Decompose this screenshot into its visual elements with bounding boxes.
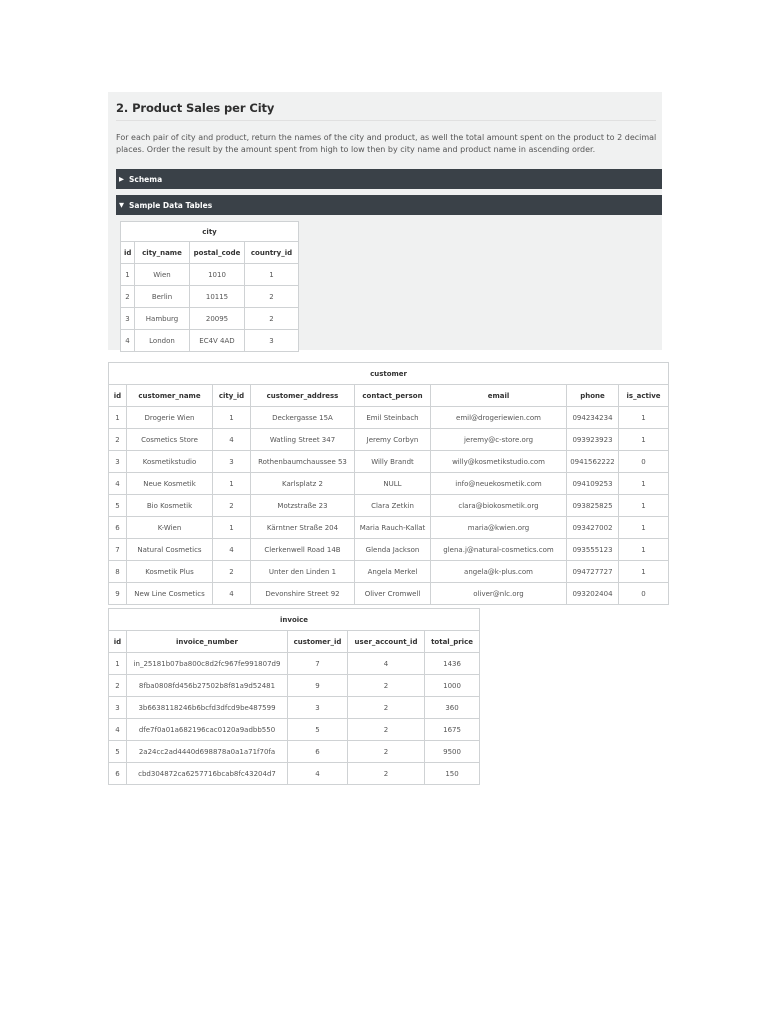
customer-table: [108, 362, 669, 605]
problem-description: For each pair of city and product, return the names of the city and product, as well the total amount spent on the product to 2 decimal places. Order the result by the amount spent from high to low then by city name and product name in ascending order.: [116, 133, 657, 154]
table-cell: 4: [121, 330, 135, 352]
table-cell: 093555123: [567, 539, 619, 561]
column-header: total_price: [425, 631, 480, 653]
table-cell: 093825825: [567, 495, 619, 517]
table-cell: 2: [348, 763, 425, 785]
table-cell: 1000: [425, 675, 480, 697]
table-cell: 4: [213, 429, 251, 451]
column-header: contact_person: [355, 385, 431, 407]
table-cell: 2: [109, 429, 127, 451]
table-caption: city: [121, 222, 299, 242]
table-cell: London: [135, 330, 190, 352]
column-header: email: [431, 385, 567, 407]
table-row: [109, 697, 480, 719]
table-row: [109, 583, 669, 605]
table-cell: 5: [109, 495, 127, 517]
table-cell: 6: [109, 763, 127, 785]
column-header: phone: [567, 385, 619, 407]
table-caption: customer: [109, 363, 669, 385]
sample-data-toggle[interactable]: [116, 195, 662, 215]
table-cell: Wien: [135, 264, 190, 286]
table-cell: 093923923: [567, 429, 619, 451]
column-header: city_id: [213, 385, 251, 407]
table-cell: 3: [109, 697, 127, 719]
table-cell: 094727727: [567, 561, 619, 583]
table-cell: 093427002: [567, 517, 619, 539]
triangle-down-icon: ▼: [119, 201, 124, 209]
column-header: city_name: [135, 242, 190, 264]
table-row: [109, 539, 669, 561]
table-cell: willy@kosmetikstudio.com: [431, 451, 567, 473]
table-cell: Motzstraße 23: [251, 495, 355, 517]
table-cell: EC4V 4AD: [190, 330, 245, 352]
table-cell: Deckergasse 15A: [251, 407, 355, 429]
table-cell: emil@drogeriewien.com: [431, 407, 567, 429]
table-cell: 2: [109, 675, 127, 697]
table-cell: 2: [348, 741, 425, 763]
table-cell: Kosmetik Plus: [127, 561, 213, 583]
table-cell: 1675: [425, 719, 480, 741]
table-cell: New Line Cosmetics: [127, 583, 213, 605]
table-cell: 9: [288, 675, 348, 697]
table-cell: Cosmetics Store: [127, 429, 213, 451]
table-row: [109, 653, 480, 675]
table-cell: 2a24cc2ad4440d698878a0a1a71f70fa: [127, 741, 288, 763]
table-cell: Jeremy Corbyn: [355, 429, 431, 451]
table-cell: 8fba0808fd456b27502b8f81a9d52481: [127, 675, 288, 697]
table-cell: 3: [109, 451, 127, 473]
table-cell: Karlsplatz 2: [251, 473, 355, 495]
table-cell: Angela Merkel: [355, 561, 431, 583]
table-row: [121, 308, 299, 330]
table-cell: clara@biokosmetik.org: [431, 495, 567, 517]
table-cell: 1: [213, 517, 251, 539]
sample-data-label: Sample Data Tables: [129, 200, 213, 210]
table-cell: Neue Kosmetik: [127, 473, 213, 495]
table-cell: 1: [213, 407, 251, 429]
table-cell: Natural Cosmetics: [127, 539, 213, 561]
table-cell: 7: [109, 539, 127, 561]
table-cell: glena.j@natural-cosmetics.com: [431, 539, 567, 561]
table-cell: 094234234: [567, 407, 619, 429]
table-row: [121, 330, 299, 352]
table-cell: Unter den Linden 1: [251, 561, 355, 583]
table-cell: 9: [109, 583, 127, 605]
invoice-table-container: [108, 608, 479, 783]
table-cell: 3: [121, 308, 135, 330]
table-cell: 150: [425, 763, 480, 785]
table-cell: Clerkenwell Road 14B: [251, 539, 355, 561]
table-row: [109, 473, 669, 495]
table-cell: 6: [109, 517, 127, 539]
city-table-container: [120, 221, 299, 352]
table-cell: 1010: [190, 264, 245, 286]
table-row: [109, 741, 480, 763]
table-cell: 1: [109, 653, 127, 675]
table-row: [109, 407, 669, 429]
table-cell: 2: [245, 286, 299, 308]
column-header: id: [109, 631, 127, 653]
table-row: [121, 264, 299, 286]
table-cell: info@neuekosmetik.com: [431, 473, 567, 495]
table-cell: 4: [109, 719, 127, 741]
table-caption: invoice: [109, 609, 480, 631]
column-header: postal_code: [190, 242, 245, 264]
table-cell: 1: [213, 473, 251, 495]
table-cell: 094109253: [567, 473, 619, 495]
table-row: [109, 675, 480, 697]
table-cell: in_25181b07ba800c8d2fc967fe991807d9: [127, 653, 288, 675]
table-cell: 10115: [190, 286, 245, 308]
table-row: [109, 495, 669, 517]
table-cell: K-Wien: [127, 517, 213, 539]
table-row: [109, 517, 669, 539]
table-cell: 1: [109, 407, 127, 429]
section-title: 2. Product Sales per City: [116, 101, 275, 115]
table-cell: 3: [245, 330, 299, 352]
table-cell: 5: [109, 741, 127, 763]
table-cell: 3: [288, 697, 348, 719]
column-header: user_account_id: [348, 631, 425, 653]
table-cell: Rothenbaumchaussee 53: [251, 451, 355, 473]
title-divider: [116, 120, 656, 121]
table-cell: 4: [288, 763, 348, 785]
table-cell: Berlin: [135, 286, 190, 308]
table-cell: jeremy@c-store.org: [431, 429, 567, 451]
table-cell: 4: [109, 473, 127, 495]
table-cell: 2: [348, 697, 425, 719]
schema-label: Schema: [129, 174, 163, 184]
table-cell: Hamburg: [135, 308, 190, 330]
table-cell: Kärntner Straße 204: [251, 517, 355, 539]
table-cell: 3b6638118246b6bcfd3dfcd9be487599: [127, 697, 288, 719]
table-cell: 20095: [190, 308, 245, 330]
table-cell: Drogerie Wien: [127, 407, 213, 429]
table-cell: 1: [619, 495, 669, 517]
table-row: [109, 451, 669, 473]
table-cell: 8: [109, 561, 127, 583]
problem-panel: [108, 92, 662, 350]
table-cell: 1: [245, 264, 299, 286]
column-header: id: [121, 242, 135, 264]
table-cell: 1436: [425, 653, 480, 675]
column-header: customer_name: [127, 385, 213, 407]
table-cell: 2: [348, 719, 425, 741]
table-cell: 360: [425, 697, 480, 719]
table-cell: Willy Brandt: [355, 451, 431, 473]
table-cell: 5: [288, 719, 348, 741]
table-cell: 4: [213, 539, 251, 561]
customer-table-container[interactable]: [108, 362, 661, 604]
table-cell: 7: [288, 653, 348, 675]
table-cell: 2: [213, 561, 251, 583]
table-cell: cbd304872ca6257716bcab8fc43204d7: [127, 763, 288, 785]
table-cell: oliver@nlc.org: [431, 583, 567, 605]
table-cell: 093202404: [567, 583, 619, 605]
table-row: [109, 561, 669, 583]
table-cell: 1: [619, 407, 669, 429]
table-cell: 3: [213, 451, 251, 473]
table-cell: 1: [121, 264, 135, 286]
table-cell: Emil Steinbach: [355, 407, 431, 429]
table-cell: 9500: [425, 741, 480, 763]
table-cell: 1: [619, 561, 669, 583]
table-cell: 0: [619, 583, 669, 605]
table-cell: Glenda Jackson: [355, 539, 431, 561]
table-row: [109, 719, 480, 741]
table-cell: angela@k-plus.com: [431, 561, 567, 583]
table-cell: Devonshire Street 92: [251, 583, 355, 605]
table-cell: Bio Kosmetik: [127, 495, 213, 517]
schema-toggle[interactable]: [116, 169, 662, 189]
table-cell: 2: [245, 308, 299, 330]
column-header: country_id: [245, 242, 299, 264]
column-header: customer_id: [288, 631, 348, 653]
column-header: id: [109, 385, 127, 407]
table-row: [109, 429, 669, 451]
table-cell: Watling Street 347: [251, 429, 355, 451]
table-cell: 1: [619, 473, 669, 495]
table-cell: Maria Rauch-Kallat: [355, 517, 431, 539]
table-cell: 2: [121, 286, 135, 308]
table-cell: maria@kwien.org: [431, 517, 567, 539]
invoice-table: [108, 608, 480, 785]
table-cell: 2: [213, 495, 251, 517]
table-cell: 2: [348, 675, 425, 697]
column-header: is_active: [619, 385, 669, 407]
table-cell: 1: [619, 429, 669, 451]
table-row: [109, 763, 480, 785]
table-cell: 6: [288, 741, 348, 763]
table-row: [121, 286, 299, 308]
table-cell: 1: [619, 517, 669, 539]
table-cell: 4: [348, 653, 425, 675]
table-cell: Kosmetikstudio: [127, 451, 213, 473]
table-cell: Clara Zetkin: [355, 495, 431, 517]
table-cell: NULL: [355, 473, 431, 495]
column-header: invoice_number: [127, 631, 288, 653]
table-cell: 4: [213, 583, 251, 605]
table-cell: 0: [619, 451, 669, 473]
table-cell: 1: [619, 539, 669, 561]
triangle-right-icon: ▶: [119, 175, 124, 183]
table-cell: dfe7f0a01a682196cac0120a9adbb550: [127, 719, 288, 741]
table-cell: Oliver Cromwell: [355, 583, 431, 605]
table-cell: 0941562222: [567, 451, 619, 473]
city-table: [120, 221, 299, 352]
column-header: customer_address: [251, 385, 355, 407]
